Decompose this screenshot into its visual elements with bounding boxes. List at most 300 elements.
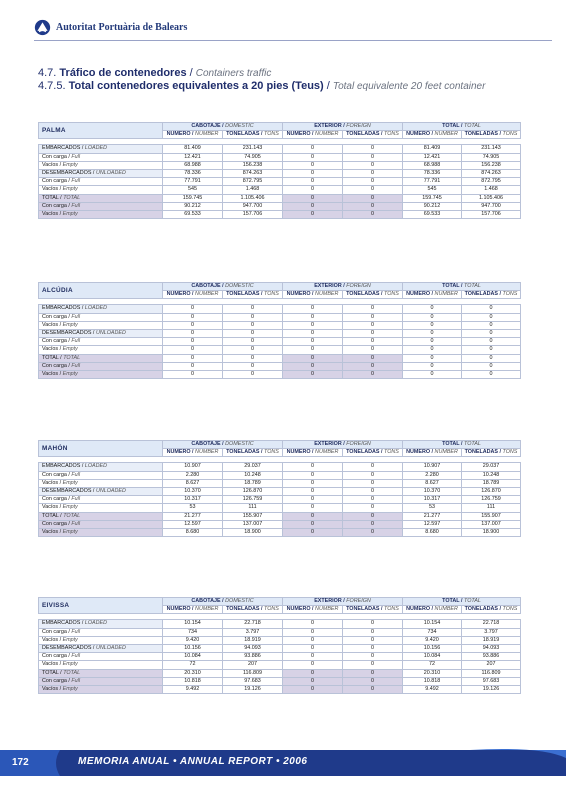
port-table	[38, 440, 521, 537]
table-cell: 68.988	[163, 161, 223, 169]
table-cell: 0	[283, 661, 343, 669]
table-cell: 0	[403, 305, 462, 313]
table-cell: 1.468	[223, 186, 283, 194]
table-cell: 19.126	[223, 686, 283, 694]
row-label: EMBARCADOS / LOADED	[39, 620, 163, 628]
table-cell: 111	[223, 504, 283, 512]
table-cell: 0	[283, 504, 343, 512]
table-cell: 0	[283, 186, 343, 194]
table-cell: 10.156	[163, 645, 223, 653]
table-cell: 0	[223, 362, 283, 370]
table-cell: 72	[403, 661, 462, 669]
table-cell: 20.310	[403, 669, 462, 677]
table-cell: 12.597	[163, 520, 223, 528]
table-cell: 0	[223, 330, 283, 338]
row-label: EMBARCADOS / LOADED	[39, 145, 163, 153]
table-cell: 0	[283, 645, 343, 653]
table-cell: 207	[223, 661, 283, 669]
table-cell: 207	[462, 661, 521, 669]
table-cell: 0	[343, 346, 403, 354]
table-cell: 0	[223, 313, 283, 321]
table-cell: 0	[343, 504, 403, 512]
org-header	[34, 16, 187, 38]
column-group-exterior: EXTERIOR / FOREIGN	[283, 441, 403, 449]
table-cell: 81.409	[163, 145, 223, 153]
column-group-exterior: EXTERIOR / FOREIGN	[283, 283, 403, 291]
column-header-toneladas: TONELADAS / TONS	[343, 131, 403, 139]
column-header-numero: NÚMERO / NUMBER	[163, 449, 223, 457]
table-cell: 0	[283, 321, 343, 329]
table-cell: 872.795	[223, 178, 283, 186]
row-label: DESEMBARCADOS / UNLOADED	[39, 170, 163, 178]
table-cell: 126.870	[462, 488, 521, 496]
table-cell: 9.492	[403, 686, 462, 694]
table-cell: 90.212	[163, 202, 223, 210]
table-cell: 77.791	[163, 178, 223, 186]
table-cell: 10.818	[163, 677, 223, 685]
table-row	[39, 463, 521, 471]
table-cell: 947.700	[462, 202, 521, 210]
row-label: EMBARCADOS / LOADED	[39, 463, 163, 471]
table-cell: 94.093	[223, 645, 283, 653]
table-cell: 0	[462, 313, 521, 321]
table-row	[39, 471, 521, 479]
section-title: Tráfico de contenedores	[59, 67, 187, 79]
column-header-numero: NÚMERO / NUMBER	[283, 449, 343, 457]
row-label: Con carga / Full	[39, 496, 163, 504]
table-cell: 137.007	[223, 520, 283, 528]
table-cell: 0	[403, 313, 462, 321]
table-cell: 0	[403, 354, 462, 362]
table-cell: 0	[343, 677, 403, 685]
column-group-cabotaje: CABOTAJE / DOMESTIC	[163, 283, 283, 291]
table-cell: 0	[283, 669, 343, 677]
column-header-numero: NÚMERO / NUMBER	[283, 291, 343, 299]
table-cell: 20.310	[163, 669, 223, 677]
table-cell: 0	[462, 305, 521, 313]
row-label: Con carga / Full	[39, 153, 163, 161]
table-cell: 10.370	[163, 488, 223, 496]
column-group-total: TOTAL / TOTAL	[403, 441, 521, 449]
table-row	[39, 145, 521, 153]
table-row	[39, 338, 521, 346]
header-divider	[34, 40, 552, 41]
row-label: Vacíos / Empty	[39, 661, 163, 669]
table-row	[39, 479, 521, 487]
table-row	[39, 653, 521, 661]
table-cell: 0	[343, 202, 403, 210]
port-name: PALMA	[39, 123, 163, 139]
table-cell: 97.683	[223, 677, 283, 685]
table-cell: 116.809	[462, 669, 521, 677]
table-cell: 19.126	[462, 686, 521, 694]
column-header-numero: NÚMERO / NUMBER	[403, 606, 462, 614]
table-row	[39, 620, 521, 628]
table-cell: 90.212	[403, 202, 462, 210]
table-row	[39, 661, 521, 669]
table-row	[39, 645, 521, 653]
column-header-numero: NÚMERO / NUMBER	[163, 131, 223, 139]
row-label: TOTAL / TOTAL	[39, 512, 163, 520]
table-cell: 0	[343, 520, 403, 528]
table-cell: 12.597	[403, 520, 462, 528]
table-cell: 53	[163, 504, 223, 512]
column-group-exterior: EXTERIOR / FOREIGN	[283, 123, 403, 131]
table-cell: 18.789	[462, 479, 521, 487]
table-row	[39, 170, 521, 178]
table-cell: 0	[283, 529, 343, 537]
table-row	[39, 153, 521, 161]
table-cell: 0	[283, 677, 343, 685]
table-row	[39, 686, 521, 694]
column-header-toneladas: TONELADAS / TONS	[223, 291, 283, 299]
table-cell: 8.680	[163, 529, 223, 537]
table-cell: 1.468	[462, 186, 521, 194]
table-cell: 155.907	[223, 512, 283, 520]
table-row	[39, 677, 521, 685]
row-label: Vacíos / Empty	[39, 161, 163, 169]
table-row	[39, 512, 521, 520]
table-cell: 0	[283, 313, 343, 321]
table-cell: 3.797	[462, 628, 521, 636]
table-cell: 0	[283, 305, 343, 313]
table-cell: 0	[343, 186, 403, 194]
table-cell: 0	[283, 371, 343, 379]
table-cell: 0	[343, 321, 403, 329]
table-cell: 10.154	[403, 620, 462, 628]
table-cell: 0	[462, 362, 521, 370]
table-cell: 8.627	[163, 479, 223, 487]
table-cell: 0	[163, 330, 223, 338]
subsection-number: 4.7.5.	[38, 80, 66, 92]
table-cell: 0	[343, 488, 403, 496]
port-table	[38, 122, 521, 219]
table-cell: 0	[283, 211, 343, 219]
column-header-toneladas: TONELADAS / TONS	[223, 449, 283, 457]
table-row	[39, 371, 521, 379]
table-cell: 0	[283, 653, 343, 661]
table-cell: 0	[283, 463, 343, 471]
table-cell: 69.533	[403, 211, 462, 219]
table-cell: 97.683	[462, 677, 521, 685]
table-cell: 231.143	[223, 145, 283, 153]
subsection-title: Total contenedores equivalentes a 20 pies (Teus)	[68, 80, 324, 92]
table-cell: 2.280	[403, 471, 462, 479]
table-cell: 0	[283, 479, 343, 487]
column-header-numero: NÚMERO / NUMBER	[163, 606, 223, 614]
table-cell: 74.905	[462, 153, 521, 161]
port-name: ALCÚDIA	[39, 283, 163, 299]
table-cell: 0	[283, 496, 343, 504]
table-cell: 734	[403, 628, 462, 636]
table-cell: 0	[403, 338, 462, 346]
table-cell: 0	[163, 371, 223, 379]
table-cell: 0	[343, 354, 403, 362]
table-cell: 0	[403, 330, 462, 338]
table-cell: 0	[283, 620, 343, 628]
table-cell: 0	[403, 371, 462, 379]
table-cell: 159.745	[163, 194, 223, 202]
table-cell: 0	[343, 313, 403, 321]
table-cell: 0	[343, 620, 403, 628]
footer-title: MEMORIA ANUAL • ANNUAL REPORT • 2006	[78, 756, 308, 767]
table-cell: 156.238	[462, 161, 521, 169]
table-cell: 18.919	[462, 636, 521, 644]
table-cell: 18.900	[223, 529, 283, 537]
column-header-numero: NÚMERO / NUMBER	[403, 291, 462, 299]
row-label: Con carga / Full	[39, 653, 163, 661]
table-cell: 0	[462, 330, 521, 338]
table-cell: 8.680	[403, 529, 462, 537]
table-cell: 12.421	[403, 153, 462, 161]
table-row	[39, 354, 521, 362]
table-cell: 68.988	[403, 161, 462, 169]
row-label: Vacíos / Empty	[39, 371, 163, 379]
table-cell: 947.700	[223, 202, 283, 210]
table-cell: 0	[343, 330, 403, 338]
table-cell: 0	[403, 346, 462, 354]
table-cell: 0	[343, 669, 403, 677]
table-cell: 0	[343, 628, 403, 636]
row-label: EMBARCADOS / LOADED	[39, 305, 163, 313]
row-label: Vacíos / Empty	[39, 321, 163, 329]
column-header-numero: NÚMERO / NUMBER	[283, 131, 343, 139]
table-cell: 0	[283, 338, 343, 346]
row-label: Con carga / Full	[39, 677, 163, 685]
table-cell: 1.105.406	[462, 194, 521, 202]
column-header-numero: NÚMERO / NUMBER	[283, 606, 343, 614]
table-cell: 0	[223, 371, 283, 379]
column-header-toneladas: TONELADAS / TONS	[343, 291, 403, 299]
row-label: Con carga / Full	[39, 362, 163, 370]
table-row	[39, 330, 521, 338]
table-cell: 81.409	[403, 145, 462, 153]
table-cell: 10.156	[403, 645, 462, 653]
table-cell: 0	[343, 512, 403, 520]
table-cell: 0	[343, 661, 403, 669]
table-cell: 78.336	[403, 170, 462, 178]
table-cell: 0	[343, 153, 403, 161]
table-cell: 22.718	[462, 620, 521, 628]
table-cell: 0	[343, 362, 403, 370]
column-header-toneladas: TONELADAS / TONS	[462, 606, 521, 614]
table-row	[39, 321, 521, 329]
table-row	[39, 488, 521, 496]
table-cell: 0	[163, 354, 223, 362]
table-cell: 157.706	[462, 211, 521, 219]
column-header-toneladas: TONELADAS / TONS	[343, 606, 403, 614]
table-cell: 0	[283, 170, 343, 178]
table-row	[39, 313, 521, 321]
table-cell: 0	[462, 371, 521, 379]
table-cell: 10.317	[403, 496, 462, 504]
table-row	[39, 628, 521, 636]
table-cell: 0	[283, 628, 343, 636]
table-cell: 0	[462, 354, 521, 362]
table-cell: 157.706	[223, 211, 283, 219]
table-cell: 0	[223, 321, 283, 329]
table-row	[39, 194, 521, 202]
table-cell: 0	[403, 321, 462, 329]
table-cell: 18.919	[223, 636, 283, 644]
row-label: Vacíos / Empty	[39, 346, 163, 354]
table-cell: 0	[343, 305, 403, 313]
table-row	[39, 161, 521, 169]
table-cell: 3.797	[223, 628, 283, 636]
column-header-numero: NÚMERO / NUMBER	[403, 449, 462, 457]
table-cell: 0	[283, 194, 343, 202]
column-header-numero: NÚMERO / NUMBER	[403, 131, 462, 139]
table-cell: 0	[283, 153, 343, 161]
table-cell: 0	[343, 479, 403, 487]
table-row	[39, 496, 521, 504]
table-cell: 0	[223, 346, 283, 354]
table-cell: 0	[343, 371, 403, 379]
table-cell: 156.238	[223, 161, 283, 169]
row-label: Con carga / Full	[39, 520, 163, 528]
table-cell: 10.370	[403, 488, 462, 496]
table-cell: 126.759	[462, 496, 521, 504]
row-label: Vacíos / Empty	[39, 211, 163, 219]
subsection-separator: /	[326, 80, 330, 92]
column-group-total: TOTAL / TOTAL	[403, 123, 521, 131]
table-row	[39, 529, 521, 537]
column-group-cabotaje: CABOTAJE / DOMESTIC	[163, 123, 283, 131]
table-cell: 10.084	[403, 653, 462, 661]
table-cell: 0	[343, 471, 403, 479]
subsection-title-en: Total equivalente 20 feet container	[332, 81, 486, 92]
table-cell: 69.533	[163, 211, 223, 219]
column-group-total: TOTAL / TOTAL	[403, 283, 521, 291]
column-header-toneladas: TONELADAS / TONS	[223, 131, 283, 139]
column-header-toneladas: TONELADAS / TONS	[223, 606, 283, 614]
table-cell: 159.745	[403, 194, 462, 202]
table-cell: 0	[462, 346, 521, 354]
row-label: Con carga / Full	[39, 202, 163, 210]
table-cell: 0	[283, 520, 343, 528]
table-cell: 21.277	[403, 512, 462, 520]
table-cell: 29.037	[223, 463, 283, 471]
table-cell: 0	[283, 346, 343, 354]
table-cell: 0	[283, 161, 343, 169]
table-cell: 93.886	[223, 653, 283, 661]
table-cell: 10.907	[403, 463, 462, 471]
table-cell: 0	[283, 178, 343, 186]
row-label: TOTAL / TOTAL	[39, 194, 163, 202]
table-cell: 0	[223, 354, 283, 362]
table-cell: 0	[343, 636, 403, 644]
row-label: Con carga / Full	[39, 471, 163, 479]
row-label: Con carga / Full	[39, 338, 163, 346]
table-cell: 10.317	[163, 496, 223, 504]
port-name: MAHÓN	[39, 441, 163, 457]
row-label: DESEMBARCADOS / UNLOADED	[39, 330, 163, 338]
table-cell: 0	[223, 305, 283, 313]
column-group-cabotaje: CABOTAJE / DOMESTIC	[163, 598, 283, 606]
table-row	[39, 202, 521, 210]
table-cell: 8.627	[403, 479, 462, 487]
table-cell: 126.759	[223, 496, 283, 504]
section-separator: /	[189, 67, 193, 79]
table-cell: 0	[343, 686, 403, 694]
table-row	[39, 346, 521, 354]
table-cell: 0	[343, 463, 403, 471]
table-cell: 0	[343, 194, 403, 202]
table-cell: 29.037	[462, 463, 521, 471]
table-cell: 0	[163, 362, 223, 370]
table-row	[39, 178, 521, 186]
section-title-en: Containers traffic	[195, 68, 272, 79]
table-cell: 545	[163, 186, 223, 194]
table-cell: 9.420	[163, 636, 223, 644]
table-cell: 18.789	[223, 479, 283, 487]
table-cell: 0	[283, 145, 343, 153]
table-row	[39, 362, 521, 370]
table-cell: 77.791	[403, 178, 462, 186]
table-cell: 0	[462, 338, 521, 346]
row-label: DESEMBARCADOS / UNLOADED	[39, 645, 163, 653]
table-cell: 10.154	[163, 620, 223, 628]
table-cell: 94.093	[462, 645, 521, 653]
table-cell: 0	[163, 346, 223, 354]
table-cell: 10.084	[163, 653, 223, 661]
column-header-toneladas: TONELADAS / TONS	[462, 449, 521, 457]
table-cell: 0	[343, 145, 403, 153]
page-number: 172	[12, 757, 29, 768]
table-cell: 0	[343, 161, 403, 169]
table-cell: 74.905	[223, 153, 283, 161]
table-cell: 0	[343, 338, 403, 346]
table-cell: 10.818	[403, 677, 462, 685]
column-header-toneladas: TONELADAS / TONS	[462, 131, 521, 139]
table-cell: 0	[343, 211, 403, 219]
table-row	[39, 211, 521, 219]
org-name: Autoritat Portuària de Balears	[56, 21, 188, 33]
table-cell: 9.492	[163, 686, 223, 694]
table-cell: 2.280	[163, 471, 223, 479]
table-cell: 0	[283, 330, 343, 338]
row-label: Con carga / Full	[39, 628, 163, 636]
table-row	[39, 504, 521, 512]
row-label: Vacíos / Empty	[39, 529, 163, 537]
section-number: 4.7.	[38, 67, 57, 79]
row-label: DESEMBARCADOS / UNLOADED	[39, 488, 163, 496]
table-cell: 9.420	[403, 636, 462, 644]
table-cell: 874.263	[223, 170, 283, 178]
table-cell: 874.263	[462, 170, 521, 178]
row-label: Vacíos / Empty	[39, 186, 163, 194]
table-cell: 72	[163, 661, 223, 669]
table-cell: 116.809	[223, 669, 283, 677]
port-authority-logo-icon	[34, 19, 51, 36]
table-cell: 545	[403, 186, 462, 194]
table-cell: 231.143	[462, 145, 521, 153]
column-group-total: TOTAL / TOTAL	[403, 598, 521, 606]
row-label: Con carga / Full	[39, 313, 163, 321]
table-cell: 10.907	[163, 463, 223, 471]
table-cell: 0	[223, 338, 283, 346]
table-cell: 1.105.406	[223, 194, 283, 202]
table-cell: 0	[343, 653, 403, 661]
table-cell: 0	[283, 202, 343, 210]
table-cell: 0	[163, 313, 223, 321]
table-row	[39, 636, 521, 644]
table-cell: 0	[343, 178, 403, 186]
table-cell: 0	[163, 338, 223, 346]
table-row	[39, 186, 521, 194]
port-table	[38, 282, 521, 379]
table-cell: 0	[462, 321, 521, 329]
